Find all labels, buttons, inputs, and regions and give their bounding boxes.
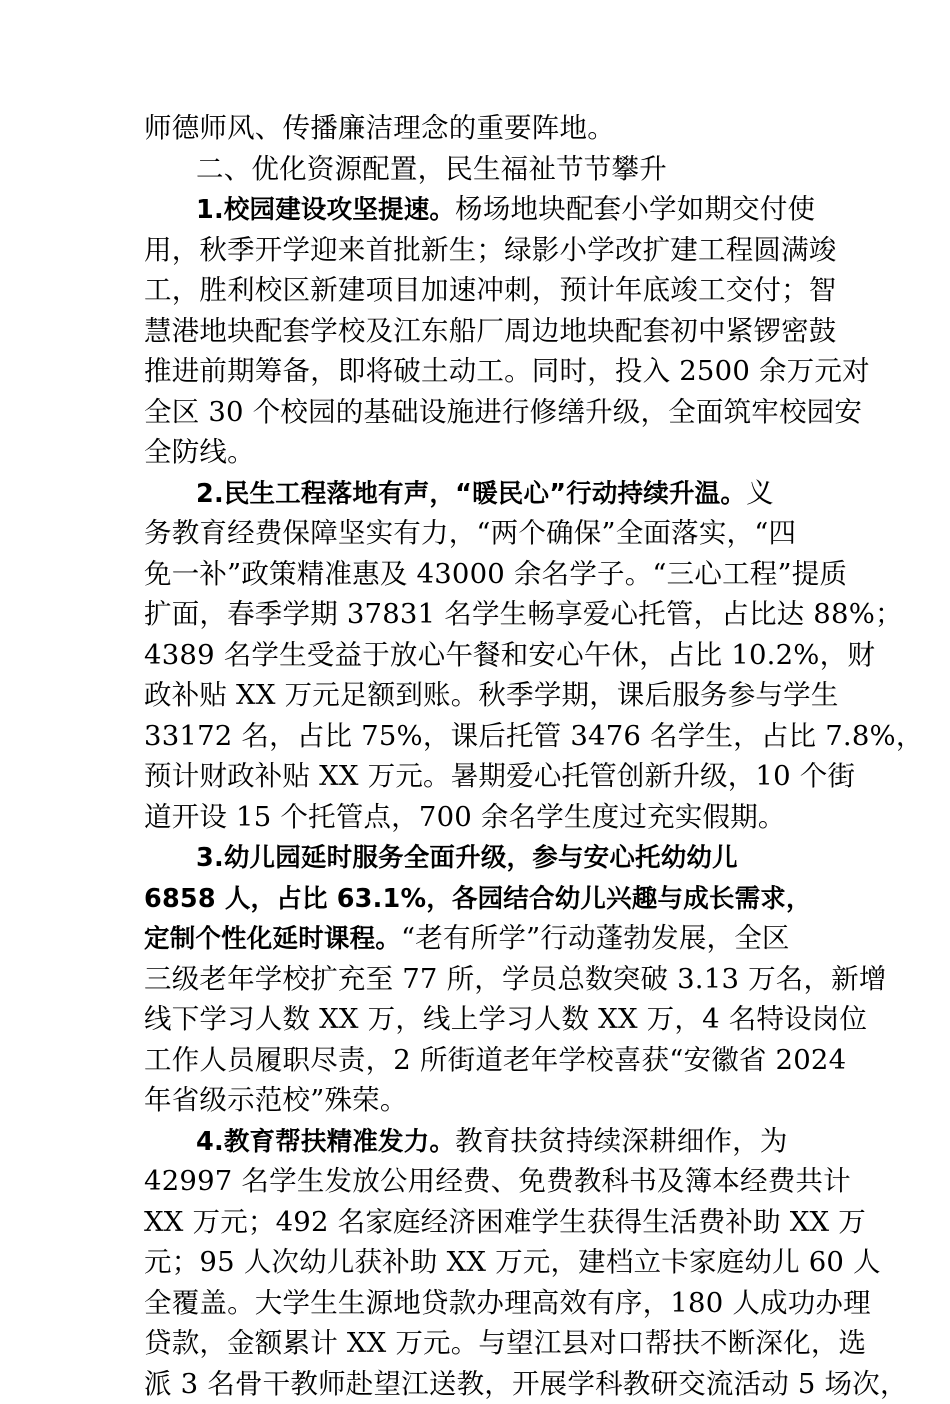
text-line: 工作人员履职尽责，2 所街道老年学校喜获“安徽省 2024: [144, 1040, 812, 1081]
text-line: 贷款，金额累计 XX 万元。与望江县对口帮扶不断深化，选: [144, 1323, 812, 1364]
text-line: 全防线。: [144, 432, 812, 473]
text-run: “老有所学”行动蓬勃发展，全区: [401, 922, 790, 954]
text-run: 杨场地块配套小学如期交付使: [455, 193, 815, 225]
text-line: 线下学习人数 XX 万，线上学习人数 XX 万，4 名特设岗位: [144, 999, 812, 1040]
text-line: 务教育经费保障坚实有力，“两个确保”全面落实，“四: [144, 513, 812, 554]
text-line: 年省级示范校”殊荣。: [144, 1080, 812, 1121]
text-line: 政补贴 XX 万元足额到账。秋季学期，课后服务参与学生: [144, 675, 812, 716]
text-line: 33172 名，占比 75%，课后托管 3476 名学生，占比 7.8%，: [144, 716, 812, 757]
paragraph-4-start: [144, 1121, 812, 1162]
paragraph-heading: 2.民生工程落地有声，“暖民心”行动持续升温。: [196, 479, 746, 509]
paragraph-3-start: [144, 837, 812, 878]
bold-line: [144, 878, 812, 919]
section-heading: 二、优化资源配置，民生福祉节节攀升: [144, 149, 812, 190]
text-line: 4389 名学生受益于放心午餐和安心午休，占比 10.2%，财: [144, 635, 812, 676]
paragraph-1-start: [144, 189, 812, 230]
document-page: [144, 108, 812, 1404]
text-line: 预计财政补贴 XX 万元。暑期爱心托管创新升级，10 个街: [144, 756, 812, 797]
text-line: 用，秋季开学迎来首批新生；绿影小学改扩建工程圆满竣: [144, 230, 812, 271]
paragraph-2-start: [144, 473, 812, 514]
mixed-line: [144, 918, 812, 959]
text-line: 师德师风、传播廉洁理念的重要阵地。: [144, 108, 812, 149]
text-line: 派 3 名骨干教师赴望江送教，开展学科教研交流活动 5 场次，: [144, 1364, 812, 1404]
text-line: 慧港地块配套学校及江东船厂周边地块配套初中紧锣密鼓: [144, 311, 812, 352]
text-line: 全覆盖。大学生生源地贷款办理高效有序，180 人成功办理: [144, 1283, 812, 1324]
text-line: 工，胜利校区新建项目加速冲刺，预计年底竣工交付；智: [144, 270, 812, 311]
text-line: 扩面，春季学期 37831 名学生畅享爱心托管，占比达 88%；: [144, 594, 812, 635]
text-line: XX 万元；492 名家庭经济困难学生获得生活费补助 XX 万: [144, 1202, 812, 1243]
text-run: 义: [746, 477, 774, 509]
text-run: 教育扶贫持续深耕细作，为: [455, 1125, 787, 1157]
paragraph-heading: 1.校园建设攻坚提速。: [196, 195, 455, 225]
paragraph-heading: 4.教育帮扶精准发力。: [196, 1127, 455, 1157]
text-line: 42997 名学生发放公用经费、免费教科书及簿本经费共计: [144, 1161, 812, 1202]
paragraph-heading: 定制个性化延时课程。: [144, 924, 401, 954]
paragraph-heading: 3.幼儿园延时服务全面升级，参与安心托幼幼儿: [196, 843, 738, 873]
text-line: 道开设 15 个托管点，700 余名学生度过充实假期。: [144, 797, 812, 838]
text-line: 免一补”政策精准惠及 43000 余名学子。“三心工程”提质: [144, 554, 812, 595]
text-line: 推进前期筹备，即将破土动工。同时，投入 2500 余万元对: [144, 351, 812, 392]
text-line: 全区 30 个校园的基础设施进行修缮升级，全面筑牢校园安: [144, 392, 812, 433]
text-line: 元；95 人次幼儿获补助 XX 万元，建档立卡家庭幼儿 60 人: [144, 1242, 812, 1283]
text-line: 三级老年学校扩充至 77 所，学员总数突破 3.13 万名，新增: [144, 959, 812, 1000]
paragraph-heading: 6858 人，占比 63.1%，各园结合幼儿兴趣与成长需求，: [144, 884, 812, 914]
